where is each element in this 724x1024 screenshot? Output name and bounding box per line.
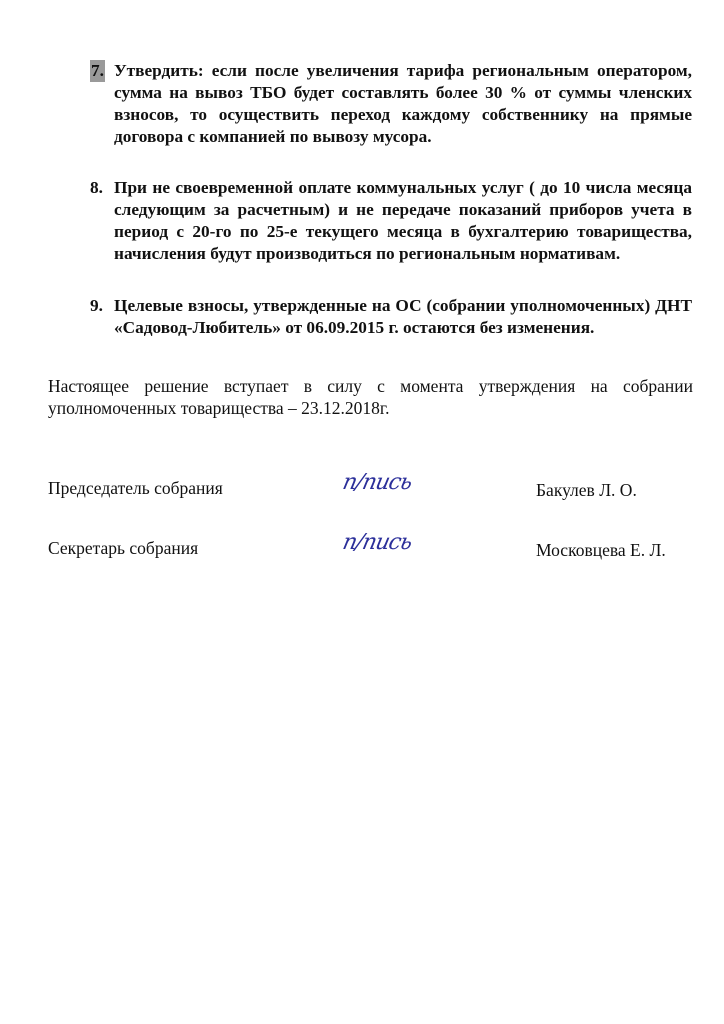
handwritten-signature: п/пись bbox=[340, 470, 414, 495]
signatory-name: Московцева Е. Л. bbox=[536, 540, 666, 560]
item-text: Утвердить: если после увеличения тарифа региональным оператором, сумма на вывоз ТБО будет составлять более 30 % от суммы членских взносов, то осуществить переход каждому собственнику на прямые договора с компанией по вывозу мусора. bbox=[114, 61, 692, 146]
signatory-name: Бакулев Л. О. bbox=[536, 480, 637, 500]
signature-row-secretary bbox=[48, 530, 698, 570]
item-number: 8. bbox=[90, 178, 103, 197]
item-number-highlighted: 7. bbox=[91, 61, 104, 80]
item-text: При не своевременной оплате коммунальных услуг ( до 10 числа месяца следующим за расчетным) и не передаче показаний приборов учета в период с 20-го по 25-е текущего месяца в бухгалтерию товарищества, начисления будут производиться по региональным нормативам. bbox=[114, 178, 692, 263]
effective-date-paragraph: Настоящее решение вступает в силу с момента утверждения на собрании уполномоченных товарищества – 23.12.2018г. bbox=[48, 376, 693, 418]
item-text: Целевые взносы, утвержденные на ОС (собрании уполномоченных) ДНТ «Садовод-Любитель» от 06.09.2015 г. остаются без изменения. bbox=[114, 296, 692, 337]
signature-role: Председатель собрания bbox=[48, 478, 223, 498]
decision-item-7 bbox=[90, 60, 692, 148]
handwritten-signature: п/пись bbox=[340, 530, 414, 555]
decision-item-9 bbox=[90, 295, 692, 339]
decision-item-8 bbox=[90, 177, 692, 265]
signature-role: Секретарь собрания bbox=[48, 538, 199, 558]
signature-row-chairman bbox=[48, 470, 698, 510]
item-number: 9. bbox=[90, 296, 103, 315]
